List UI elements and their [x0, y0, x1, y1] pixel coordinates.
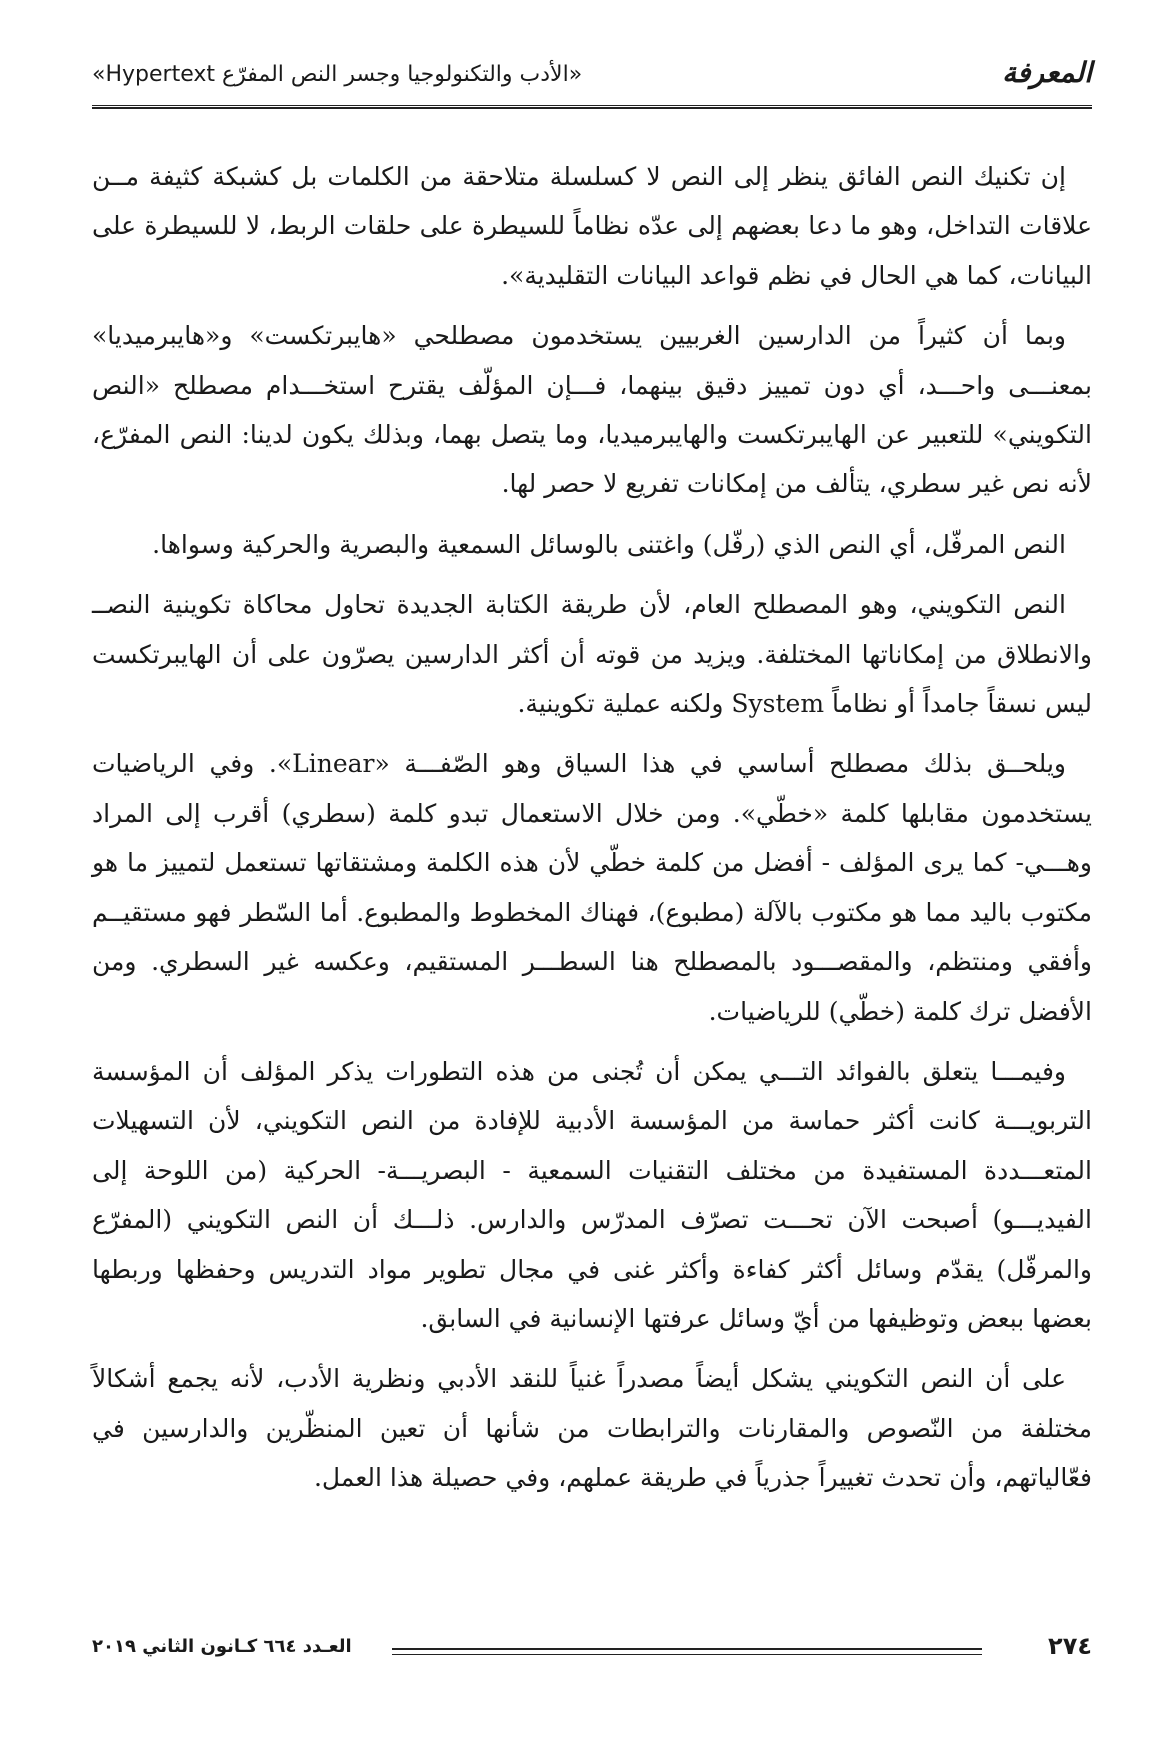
- paragraph: النص المرفّل، أي النص الذي (رفّل) واغتنى بالوسائل السمعية والبصرية والحركية وسواها.: [152, 529, 1066, 559]
- page-footer: [92, 1632, 1092, 1672]
- paragraph: وفيمـــا يتعلق بالفوائد التـــي يمكن أن تُجنى من هذه التطورات يذكر المؤلف أن المؤسسة التربويـــة كانت أكثر حماسة من المؤسسة الأدبية للإفادة من النص التكويني، لأن التسهيلات المتعـــددة المستفيدة من مختلف التقنيات السمعية - البصريـــة- الحركية (من اللوحة إلى الفيديـــو) أصبحت الآن تحـــت تصرّف المدرّس والدارس. ذلـــك أن النص التكويني (المفرّع والمرفّل) يقدّم وسائل أكثر كفاءة وأكثر غنى في مجال تطوير مواد التدريس وحفظها وربطها بعضها ببعض وتوظيفها من أيّ وسائل عرفتها الإنسانية في السابق.: [92, 1056, 1092, 1333]
- running-title: «الأدب والتكنولوجيا وجسر النص المفرّع Hypertext»: [92, 62, 583, 87]
- paragraph: وبما أن كثيراً من الدارسين الغربيين يستخدمون مصطلحي «هايبرتكست» و«هايبرميديا» بمعنـــى واحـــد، أي دون تمييز دقيق بينهما، فـــإن المؤلّف يقترح استخـــدام مصطلح «النص التكويني» للتعبير عن الهايبرتكست والهايبرميديا، وما يتصل بهما، وبذلك يكون لدينا: النص المفرّع، لأنه نص غير سطري، يتألف من إمكانات تفريع لا حصر لها.: [92, 321, 1092, 499]
- paragraph: إن تكنيك النص الفائق ينظر إلى النص لا كسلسلة متلاحقة من الكلمات بل كشبكة كثيفة مــن علاقات التداخل، وهو ما دعا بعضهم إلى عدّه نظاماً للسيطرة على حلقات الربط، لا للسيطرة على البيانات، كما هي الحال في نظم قواعد البيانات التقليدية».: [92, 162, 1092, 290]
- article-body: [92, 152, 1092, 1514]
- page-header: [92, 52, 1092, 102]
- paragraph: على أن النص التكويني يشكل أيضاً مصدراً غنياً للنقد الأدبي ونظرية الأدب، لأنه يجمع أشكالاً مختلفة من النّصوص والمقارنات والترابطات من شأنها أن تعين المنظّرين والدارسين في فعّالياتهم، وأن تحدث تغييراً جذرياً في طريقة عملهم، وفي حصيلة هذا العمل.: [92, 1364, 1092, 1493]
- journal-logo: المعرفة: [1002, 56, 1092, 89]
- page-number: ٢٧٤: [1048, 1632, 1092, 1660]
- paragraph: ويلحــق بذلك مصطلح أساسي في هذا السياق وهو الصّفـــة «Linear». وفي الرياضيات يستخدمون مقابلها كلمة «خطّي». ومن خلال الاستعمال تبدو كلمة (سطري) أقرب إلى المراد وهـــي- كما يرى المؤلف - أفضل من كلمة خطّي لأن هذه الكلمة ومشتقاتها تستعمل لتمييز ما هو مكتوب باليد مما هو مكتوب بالآلة (مطبوع)، فهناك المخطوط والمطبوع. أما السّطر فهو مستقيــم وأفقي ومنتظم، والمقصـــود بالمصطلح هنا السطـــر المستقيم، وعكسه غير السطري. ومن الأفضل ترك كلمة (خطّي) للرياضيات.: [92, 749, 1092, 1026]
- footer-divider: [392, 1648, 982, 1655]
- issue-info: العـدد ٦٦٤ كـانون الثاني ٢٠١٩: [92, 1636, 352, 1657]
- header-divider: [92, 105, 1092, 109]
- paragraph: النص التكويني، وهو المصطلح العام، لأن طريقة الكتابة الجديدة تحاول محاكاة تكوينية النصــ والانطلاق من إمكاناتها المختلفة. ويزيد من قوته أن أكثر الدارسين يصرّون على أن الهايبرتكست ليس نسقاً جامداً أو نظاماً System ولكنه عملية تكوينية.: [92, 590, 1092, 719]
